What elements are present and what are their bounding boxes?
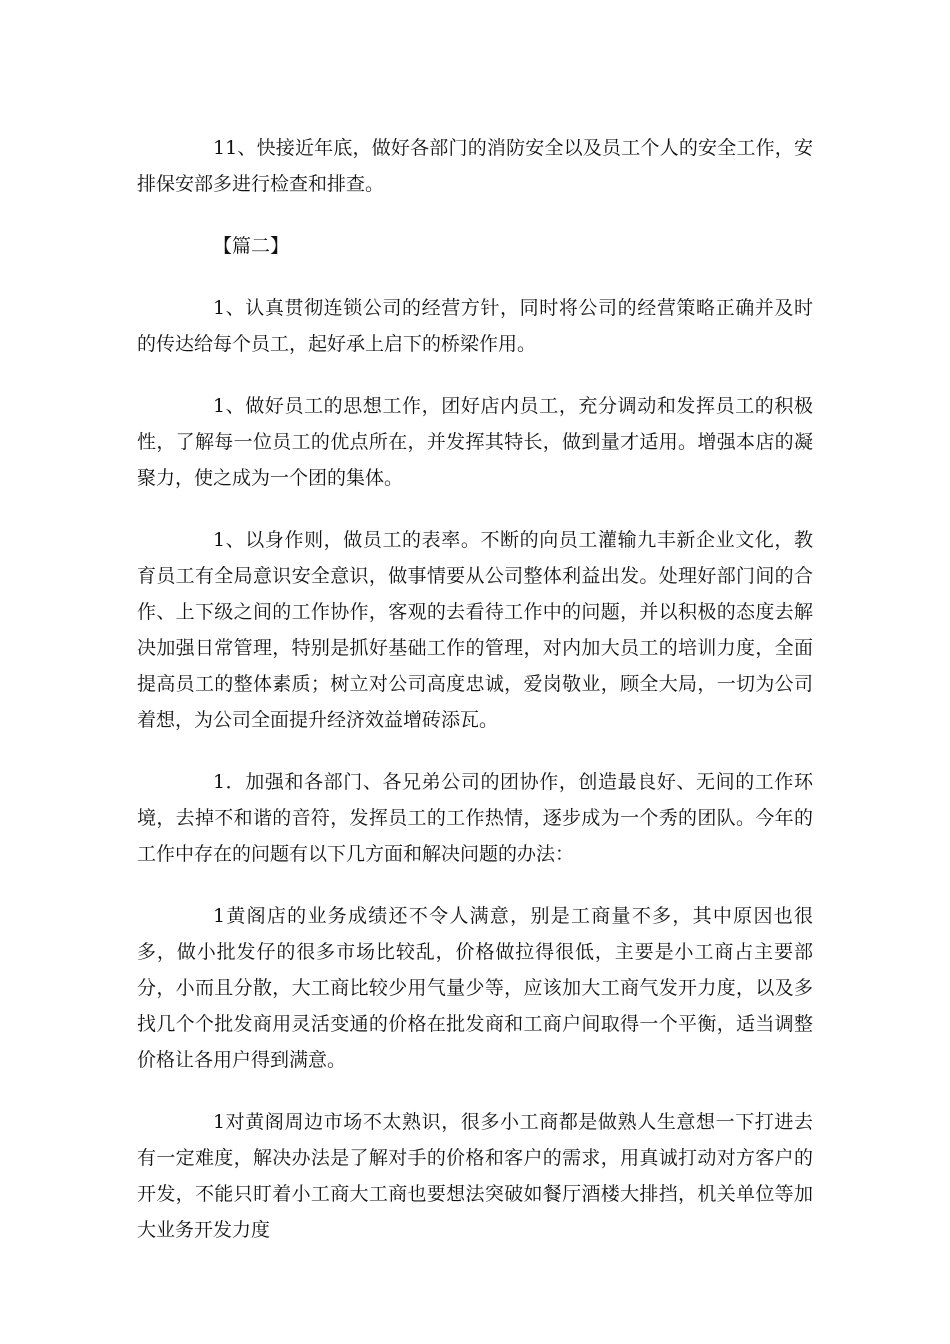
document-body — [137, 130, 813, 1274]
paragraph-company-policy: 1、认真贯彻连锁公司的经营方针，同时将公司的经营策略正确并及时的传达给每个员工，起好承上启下的桥梁作用。 — [137, 297, 813, 355]
section-heading-part-two: 【篇二】 — [213, 235, 290, 257]
paragraph-item-11-safety: 11、快接近年底，做好各部门的消防安全以及员工个人的安全工作，安排保安部多进行检查和排查。 — [137, 137, 813, 195]
paragraph-staff-ideology: 1、做好员工的思想工作，团好店内员工，充分调动和发挥员工的积极性，了解每一位员工的优点所在，并发挥其特长，做到量才适用。增强本店的凝聚力，使之成为一个团的集体。 — [137, 395, 813, 489]
paragraph-huangge-performance: 1黄阁店的业务成绩还不令人满意，别是工商量不多，其中原因也很多，做小批发仔的很多市场比较乱，价格做拉得很低，主要是小工商占主要部分，小而且分散，大工商比较少用气量少等，应该加大工商气发开力度，以及多找几个个批发商用灵活变通的价格在批发商和工商户间取得一个平衡，适当调整价格让各用户得到满意。 — [137, 905, 813, 1071]
paragraph-teamwork: 1．加强和各部门、各兄弟公司的团协作，创造最良好、无间的工作环境，去掉不和谐的音符，发挥员工的工作热情，逐步成为一个秀的团队。今年的工作中存在的问题有以下几方面和解决问题的办法： — [137, 771, 813, 865]
paragraph-huangge-market: 1对黄阁周边市场不太熟识，很多小工商都是做熟人生意想一下打进去有一定难度，解决办法是了解对手的价格和客户的需求，用真诚打动对方客户的开发，不能只盯着小工商大工商也要想法突破如餐厅酒楼大排挡，机关单位等加大业务开发力度 — [137, 1111, 813, 1241]
paragraph-lead-by-example: 1、以身作则，做员工的表率。不断的向员工灌输九丰新企业文化，教育员工有全局意识安全意识，做事情要从公司整体利益出发。处理好部门间的合作、上下级之间的工作协作，客观的去看待工作中的问题，并以积极的态度去解决加强日常管理，特别是抓好基础工作的管理，对内加大员工的培训力度，全面提高员工的整体素质；树立对公司高度忠诚，爱岗敬业，顾全大局，一切为公司着想，为公司全面提升经济效益增砖添瓦。 — [137, 529, 813, 731]
